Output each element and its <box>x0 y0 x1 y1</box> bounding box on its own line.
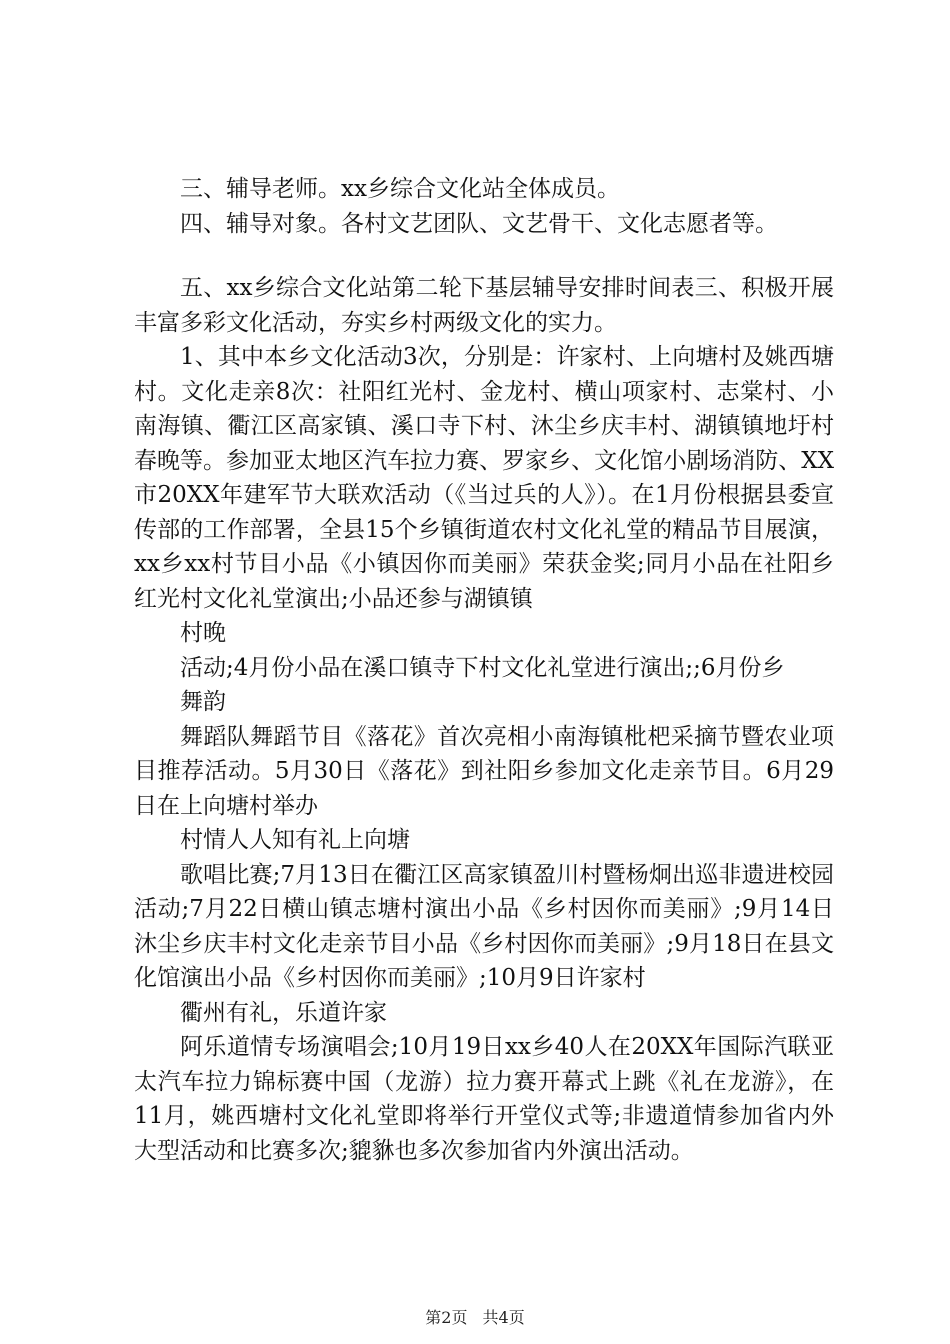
paragraph-singing: 歌唱比赛;7月13日在衢江区高家镇盈川村暨杨炯出巡非遗进校园活动;7月22日横山镇志塘村演出小品《乡村因你而美丽》;9月14日沐尘乡庆丰村文化走亲节目小品《乡村因你而美丽》;9月18日在县文化馆演出小品《乡村因你而美丽》;10月9日许家村 <box>134 861 834 991</box>
document-body <box>134 172 834 1168</box>
paragraph-dance-title: 舞韵 <box>180 689 226 715</box>
paragraph-schedule: 五、xx乡综合文化站第二轮下基层辅导安排时间表三、积极开展丰富多彩文化活动，夯实乡村两级文化的实力。 <box>134 275 834 336</box>
paragraph-village-gala: 村晚 <box>180 620 226 646</box>
paragraph-concert: 阿乐道情专场演唱会;10月19日xx乡40人在20XX年国际汽联亚太汽车拉力锦标赛中国（龙游）拉力赛开幕式上跳《礼在龙游》，在11月，姚西塘村文化礼堂即将举行开堂仪式等;非遗道情参加省内外大型活动和比赛多次;貔貅也多次参加省内外演出活动。 <box>134 1034 834 1164</box>
paragraph-april-june: 活动;4月份小品在溪口镇寺下村文化礼堂进行演出;;6月份乡 <box>180 654 785 681</box>
paragraph-gap <box>134 241 834 271</box>
page-footer <box>0 1308 950 1328</box>
paragraph-activities: 1、其中本乡文化活动3次，分别是：许家村、上向塘村及姚西塘村。文化走亲8次：社阳红光村、金龙村、横山项家村、志棠村、小南海镇、衢江区高家镇、溪口寺下村、沐尘乡庆丰村、湖镇镇地圩村春晚等。参加亚太地区汽车拉力赛、罗家乡、文化馆小剧场消防、XX市20XX年建军节大联欢活动（《当过兵的人》）。在1月份根据县委宣传部的工作部署，全县15个乡镇街道农村文化礼堂的精品节目展演，xx乡xx村节目小品《小镇因你而美丽》荣获金奖;同月小品在社阳乡红光村文化礼堂演出;小品还参与湖镇镇 <box>134 344 834 612</box>
page-total: 共4页 <box>482 1308 525 1327</box>
paragraph-dance: 舞蹈队舞蹈节目《落花》首次亮相小南海镇枇杷采摘节暨农业项目推荐活动。5月30日《落花》到社阳乡参加文化走亲节目。6月29日在上向塘村举办 <box>134 723 834 819</box>
paragraph-village-motto: 村情人人知有礼上向塘 <box>180 827 410 853</box>
paragraph-tutors: 三、辅导老师。xx乡综合文化站全体成员。 <box>180 176 620 202</box>
page-number: 第2页 <box>425 1308 468 1327</box>
paragraph-targets: 四、辅导对象。各村文艺团队、文艺骨干、文化志愿者等。 <box>180 210 778 237</box>
paragraph-quzhou-motto: 衢州有礼，乐道许家 <box>180 999 387 1026</box>
